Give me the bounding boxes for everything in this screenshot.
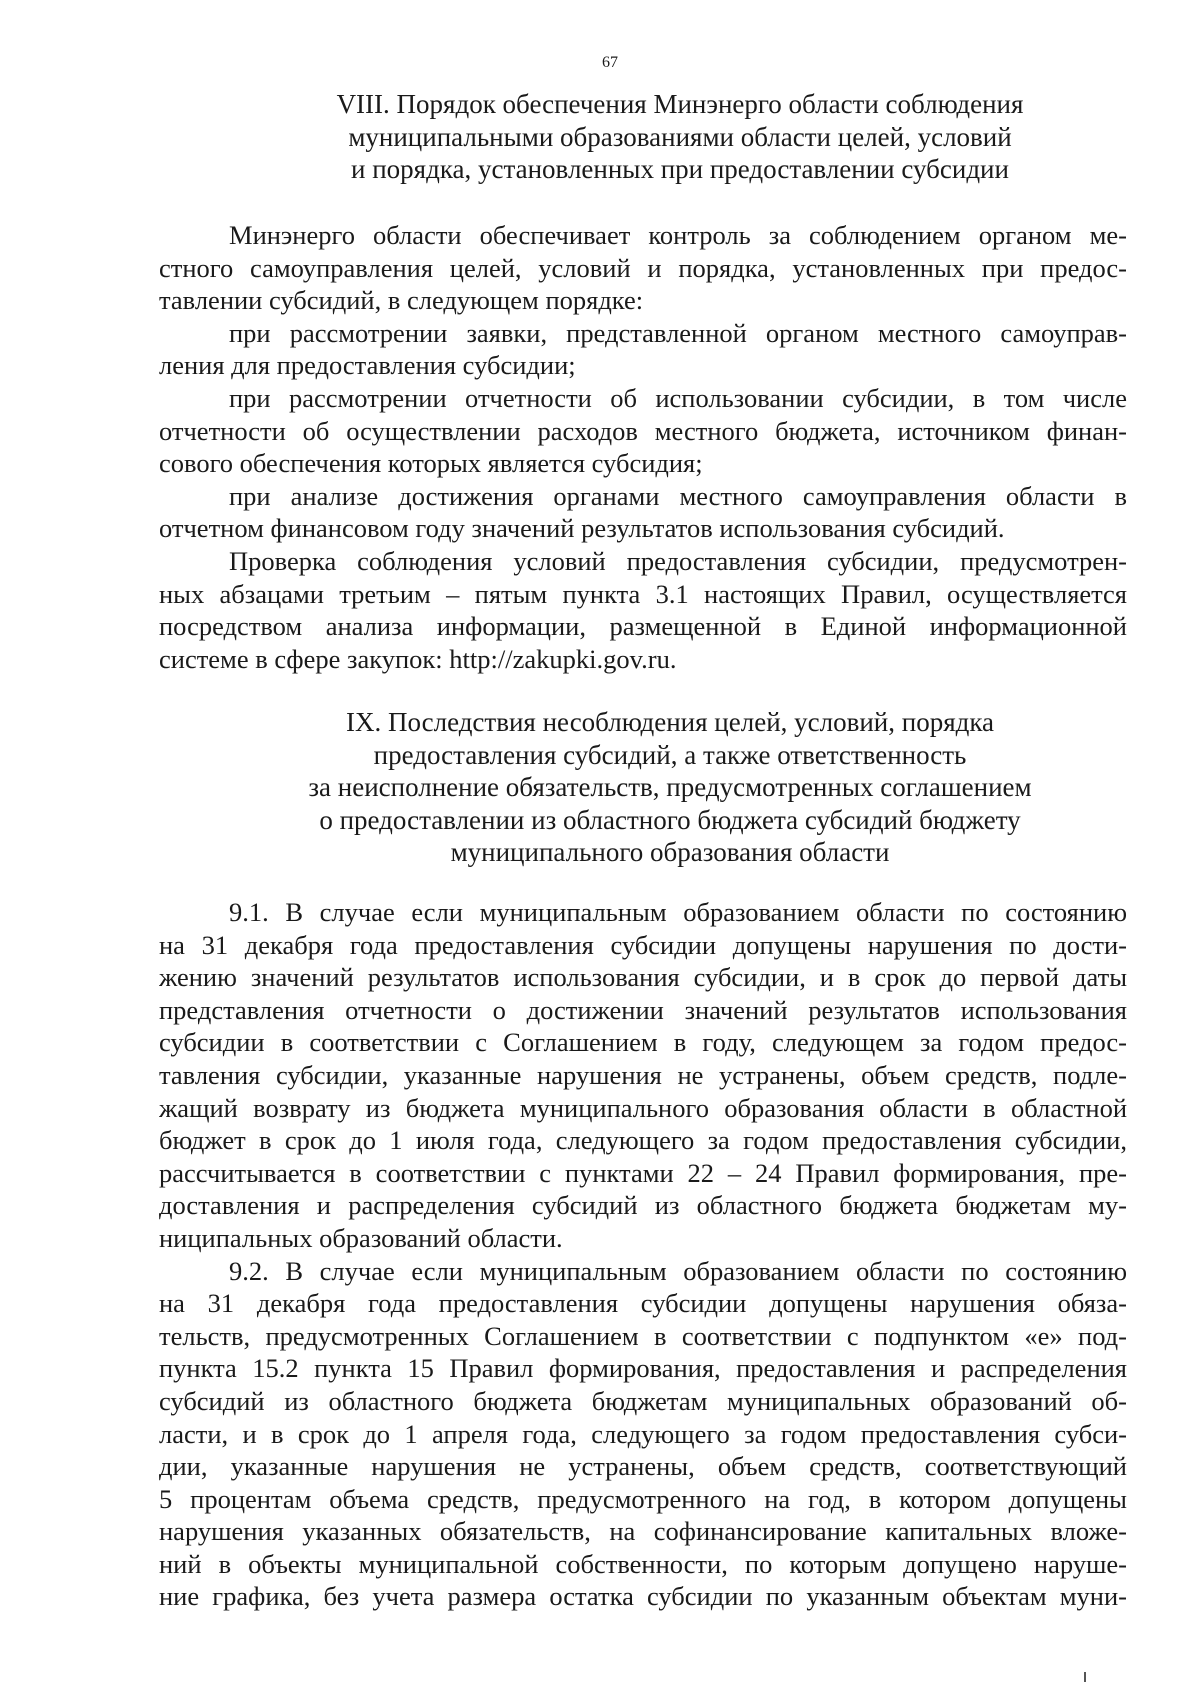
- heading-line: муниципального образования области: [450, 837, 890, 867]
- text-line: жению значений результатов использования субсидии, и в срок до первой даты: [159, 962, 1127, 993]
- text-line: тавления субсидии, указанные нарушения не устранены, объем средств, подле-: [159, 1059, 1127, 1090]
- text-line: системе в сфере закупок: http://zakupki.gov.ru.: [159, 643, 677, 674]
- text-line: посредством анализа информации, размещенной в Единой информационной: [159, 611, 1127, 642]
- section-9-heading: [250, 706, 1090, 869]
- text-line: ний в объекты муниципальной собственности, по которым допущено наруше-: [159, 1548, 1127, 1579]
- text-line: 5 процентам объема средств, предусмотренного на год, в котором допущены: [159, 1483, 1127, 1514]
- text-line: ных абзацами третьим – пятым пункта 3.1 настоящих Правил, осуществляется: [159, 578, 1127, 609]
- text-line: ления для предоставления субсидии;: [159, 350, 576, 381]
- text-line: при рассмотрении отчетности об использовании субсидии, в том числе: [229, 382, 1127, 413]
- section-8-body: [159, 219, 1127, 675]
- text-line: представления отчетности о достижении значений результатов использования: [159, 994, 1127, 1025]
- heading-line: предоставления субсидий, а также ответственность: [373, 739, 967, 770]
- text-line: нарушения указанных обязательств, на софинансирование капитальных вложе-: [159, 1516, 1127, 1547]
- text-line: Проверка соблюдения условий предоставления субсидии, предусмотрен-: [229, 545, 1127, 576]
- text-line: 9.1. В случае если муниципальным образованием области по состоянию: [229, 897, 1127, 927]
- text-line: ласти, и в срок до 1 апреля года, следующего за годом предоставления субси-: [159, 1418, 1127, 1449]
- text-line: тавлении субсидий, в следующем порядке:: [159, 285, 644, 316]
- heading-line: VIII. Порядок обеспечения Минэнерго области соблюдения: [336, 89, 1024, 119]
- text-line: дии, указанные нарушения не устранены, объем средств, соответствующий: [159, 1451, 1127, 1482]
- heading-line: IX. Последствия несоблюдения целей, условий, порядка: [345, 707, 995, 737]
- section-8-heading: [290, 88, 1070, 186]
- text-line: доставления и распределения субсидий из областного бюджета бюджетам му-: [159, 1190, 1127, 1221]
- text-line: ние графика, без учета размера остатка субсидии по указанным объектам муни-: [159, 1581, 1127, 1612]
- text-line: жащий возврату из бюджета муниципального образования области в областной: [159, 1092, 1127, 1123]
- section-9-body: [159, 896, 1127, 1613]
- heading-line: и порядка, установленных при предоставлении субсидии: [351, 154, 1009, 184]
- text-line: Минэнерго области обеспечивает контроль за соблюдением органом ме-: [229, 220, 1127, 250]
- text-line: отчетности об осуществлении расходов местного бюджета, источником финан-: [159, 415, 1127, 446]
- text-line: субсидии в соответствии с Соглашением в году, следующем за годом предос-: [159, 1027, 1127, 1058]
- text-line: при анализе достижения органами местного самоуправления области в: [229, 480, 1127, 511]
- text-line: субсидий из областного бюджета бюджетам муниципальных образований об-: [159, 1385, 1127, 1416]
- text-line: пункта 15.2 пункта 15 Правил формирования, предоставления и распределения: [159, 1353, 1127, 1384]
- heading-line: муниципальными образованиями области целей, условий: [348, 121, 1012, 152]
- text-line: на 31 декабря года предоставления субсидии допущены нарушения по дости-: [159, 929, 1127, 960]
- text-line: на 31 декабря года предоставления субсидии допущены нарушения обяза-: [159, 1288, 1127, 1319]
- text-line: 9.2. В случае если муниципальным образованием области по состоянию: [229, 1255, 1127, 1286]
- page-number: 67: [602, 54, 618, 71]
- text-line: отчетном финансовом году значений результатов использования субсидий.: [159, 513, 1005, 544]
- text-line: сового обеспечения которых является субсидия;: [159, 448, 703, 479]
- text-line: тельств, предусмотренных Соглашением в соответствии с подпунктом «е» под-: [159, 1320, 1127, 1351]
- text-line: бюджет в срок до 1 июля года, следующего за годом предоставления субсидии,: [159, 1125, 1127, 1156]
- text-line: ниципальных образований области.: [159, 1222, 563, 1253]
- text-line: при рассмотрении заявки, представленной органом местного самоуправ-: [229, 317, 1127, 348]
- text-line: стного самоуправления целей, условий и порядка, установленных при предос-: [159, 252, 1127, 283]
- heading-line: о предоставлении из областного бюджета субсидий бюджету: [319, 804, 1021, 835]
- scan-mark: [1084, 1672, 1086, 1682]
- heading-line: за неисполнение обязательств, предусмотренных соглашением: [308, 772, 1032, 802]
- text-line: рассчитывается в соответствии с пунктами 22 – 24 Правил формирования, пре-: [159, 1157, 1127, 1188]
